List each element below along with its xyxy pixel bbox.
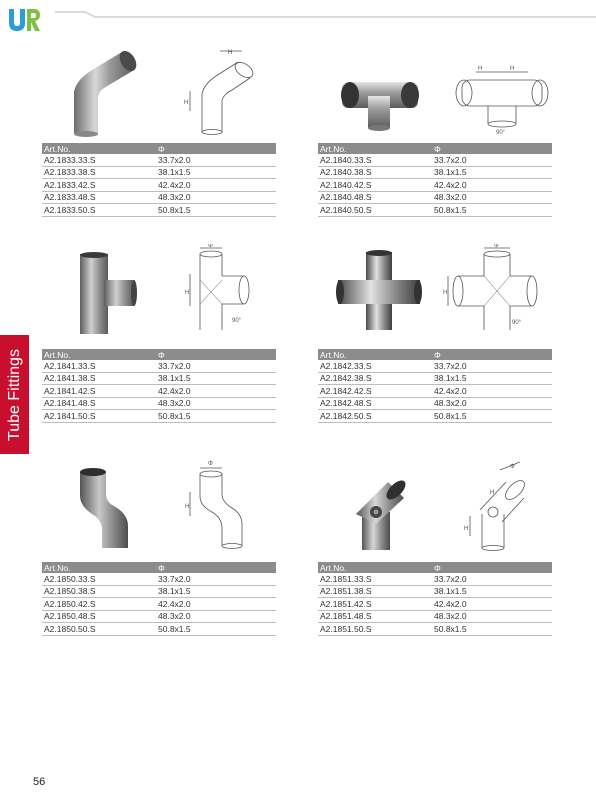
diameter-cell: 42.4x2.0	[156, 598, 276, 611]
spec-table-1840	[318, 143, 552, 217]
table-header-row	[318, 562, 552, 573]
art-no-cell: A2.1842.48.S	[318, 397, 432, 410]
table-header-row	[42, 143, 276, 154]
corner-90-photo	[334, 68, 426, 132]
table-row	[42, 360, 276, 372]
drawing-label-diameter: Φ	[510, 464, 515, 470]
art-no-cell: A2.1840.50.S	[318, 204, 432, 217]
diameter-cell: 48.3x2.0	[156, 610, 276, 623]
drawing-label-diameter: Φ	[208, 244, 213, 249]
elbow-135-drawing	[180, 46, 260, 136]
table-row	[318, 179, 552, 192]
diameter-cell: 48.3x2.0	[432, 610, 552, 623]
column-header-diameter: Φ	[432, 349, 552, 360]
art-no-cell: A2.1842.38.S	[318, 372, 432, 385]
art-no-cell: A2.1842.50.S	[318, 410, 432, 423]
table-row	[42, 166, 276, 179]
offset-bend-drawing	[182, 456, 252, 552]
art-no-cell: A2.1850.33.S	[42, 573, 156, 585]
spec-table-1841	[42, 349, 276, 423]
table-row	[42, 372, 276, 385]
art-no-cell: A2.1841.48.S	[42, 397, 156, 410]
art-no-cell: A2.1850.42.S	[42, 598, 156, 611]
column-header-diameter: Φ	[432, 143, 552, 154]
table-header-row	[42, 562, 276, 573]
table-header-row	[318, 143, 552, 154]
header-rule	[0, 0, 596, 40]
art-no-cell: A2.1833.42.S	[42, 179, 156, 192]
column-header-art-no: Art.No.	[318, 349, 432, 360]
diameter-cell: 33.7x2.0	[432, 573, 552, 585]
table-row	[318, 397, 552, 410]
diameter-cell: 42.4x2.0	[156, 179, 276, 192]
art-no-cell: A2.1851.38.S	[318, 585, 432, 598]
table-row	[42, 191, 276, 204]
table-row	[318, 372, 552, 385]
section-tab-label: Tube Fittings	[5, 348, 23, 441]
column-header-art-no: Art.No.	[318, 562, 432, 573]
diameter-cell: 38.1x1.5	[432, 372, 552, 385]
table-row	[42, 585, 276, 598]
art-no-cell: A2.1841.42.S	[42, 385, 156, 398]
diameter-cell: 42.4x2.0	[432, 598, 552, 611]
diameter-cell: 50.8x1.5	[156, 623, 276, 636]
drawing-label-angle: 90°	[232, 318, 242, 324]
art-no-cell: A2.1851.48.S	[318, 610, 432, 623]
spec-table-1842	[318, 349, 552, 423]
diameter-cell: 38.1x1.5	[156, 166, 276, 179]
table-header-row	[42, 349, 276, 360]
corner-90-drawing	[446, 58, 556, 136]
table-row	[42, 154, 276, 166]
art-no-cell: A2.1850.48.S	[42, 610, 156, 623]
diameter-cell: 50.8x1.5	[432, 410, 552, 423]
art-no-cell: A2.1833.38.S	[42, 166, 156, 179]
art-no-cell: A2.1840.42.S	[318, 179, 432, 192]
diameter-cell: 50.8x1.5	[156, 204, 276, 217]
elbow-135-photo	[62, 42, 152, 138]
table-row	[42, 610, 276, 623]
column-header-diameter: Φ	[432, 562, 552, 573]
tee-photo	[74, 250, 140, 336]
table-row	[42, 598, 276, 611]
diameter-cell: 42.4x2.0	[432, 179, 552, 192]
drawing-label-h: H	[490, 490, 495, 496]
table-row	[318, 410, 552, 423]
diameter-cell: 48.3x2.0	[432, 191, 552, 204]
diameter-cell: 48.3x2.0	[432, 397, 552, 410]
diameter-cell: 33.7x2.0	[156, 573, 276, 585]
diameter-cell: 42.4x2.0	[432, 385, 552, 398]
diameter-cell: 42.4x2.0	[156, 385, 276, 398]
brand-logo	[7, 7, 41, 33]
art-no-cell: A2.1840.48.S	[318, 191, 432, 204]
spec-table-1850	[42, 562, 276, 636]
drawing-label-h: H	[443, 290, 448, 296]
table-row	[318, 598, 552, 611]
art-no-cell: A2.1842.42.S	[318, 385, 432, 398]
art-no-cell: A2.1841.38.S	[42, 372, 156, 385]
page-number: 56	[33, 776, 46, 788]
table-row	[42, 179, 276, 192]
drawing-label-diameter: Φ	[208, 461, 213, 467]
spec-table-1833	[42, 143, 276, 217]
table-row	[42, 623, 276, 636]
column-header-art-no: Art.No.	[318, 143, 432, 154]
column-header-diameter: Φ	[156, 562, 276, 573]
table-row	[318, 191, 552, 204]
table-row	[318, 573, 552, 585]
art-no-cell: A2.1841.50.S	[42, 410, 156, 423]
table-row	[318, 385, 552, 398]
art-no-cell: A2.1851.33.S	[318, 573, 432, 585]
drawing-label-h: H	[185, 290, 190, 296]
art-no-cell: A2.1833.48.S	[42, 191, 156, 204]
drawing-label-angle: 90°	[512, 320, 522, 326]
table-row	[318, 204, 552, 217]
diameter-cell: 38.1x1.5	[156, 372, 276, 385]
spec-table-1851	[318, 562, 552, 636]
diameter-cell: 33.7x2.0	[432, 154, 552, 166]
adjustable-elbow-drawing	[460, 460, 536, 552]
art-no-cell: A2.1833.50.S	[42, 204, 156, 217]
art-no-cell: A2.1850.38.S	[42, 585, 156, 598]
column-header-diameter: Φ	[156, 349, 276, 360]
column-header-diameter: Φ	[156, 143, 276, 154]
table-row	[42, 573, 276, 585]
table-row	[318, 610, 552, 623]
table-row	[42, 410, 276, 423]
diameter-cell: 50.8x1.5	[432, 623, 552, 636]
diameter-cell: 50.8x1.5	[156, 410, 276, 423]
diameter-cell: 38.1x1.5	[156, 585, 276, 598]
art-no-cell: A2.1840.33.S	[318, 154, 432, 166]
drawing-label-h: H	[478, 66, 483, 72]
section-tab	[0, 335, 29, 454]
drawing-label-h: H	[228, 50, 233, 56]
diameter-cell: 48.3x2.0	[156, 397, 276, 410]
art-no-cell: A2.1840.38.S	[318, 166, 432, 179]
art-no-cell: A2.1841.33.S	[42, 360, 156, 372]
cross-photo	[334, 248, 424, 334]
column-header-art-no: Art.No.	[42, 349, 156, 360]
diameter-cell: 50.8x1.5	[432, 204, 552, 217]
art-no-cell: A2.1850.50.S	[42, 623, 156, 636]
art-no-cell: A2.1833.33.S	[42, 154, 156, 166]
art-no-cell: A2.1851.42.S	[318, 598, 432, 611]
table-row	[42, 385, 276, 398]
table-header-row	[318, 349, 552, 360]
drawing-label-angle: 90°	[496, 130, 506, 136]
drawing-label-h: H	[510, 66, 515, 72]
table-row	[318, 154, 552, 166]
column-header-art-no: Art.No.	[42, 143, 156, 154]
tee-drawing	[182, 244, 266, 336]
art-no-cell: A2.1851.50.S	[318, 623, 432, 636]
table-row	[42, 397, 276, 410]
cross-drawing	[440, 244, 544, 336]
drawing-label-diameter: Φ	[494, 244, 499, 249]
drawing-label-h: H	[464, 526, 469, 532]
diameter-cell: 38.1x1.5	[432, 585, 552, 598]
table-row	[318, 623, 552, 636]
adjustable-elbow-photo	[340, 466, 416, 552]
diameter-cell: 38.1x1.5	[432, 166, 552, 179]
art-no-cell: A2.1842.33.S	[318, 360, 432, 372]
table-row	[318, 585, 552, 598]
drawing-label-h: H	[185, 504, 190, 510]
table-row	[42, 204, 276, 217]
diameter-cell: 48.3x2.0	[156, 191, 276, 204]
offset-bend-photo	[74, 460, 136, 552]
column-header-art-no: Art.No.	[42, 562, 156, 573]
diameter-cell: 33.7x2.0	[156, 154, 276, 166]
table-row	[318, 360, 552, 372]
table-row	[318, 166, 552, 179]
diameter-cell: 33.7x2.0	[156, 360, 276, 372]
drawing-label-h: H	[184, 100, 189, 106]
diameter-cell: 33.7x2.0	[432, 360, 552, 372]
